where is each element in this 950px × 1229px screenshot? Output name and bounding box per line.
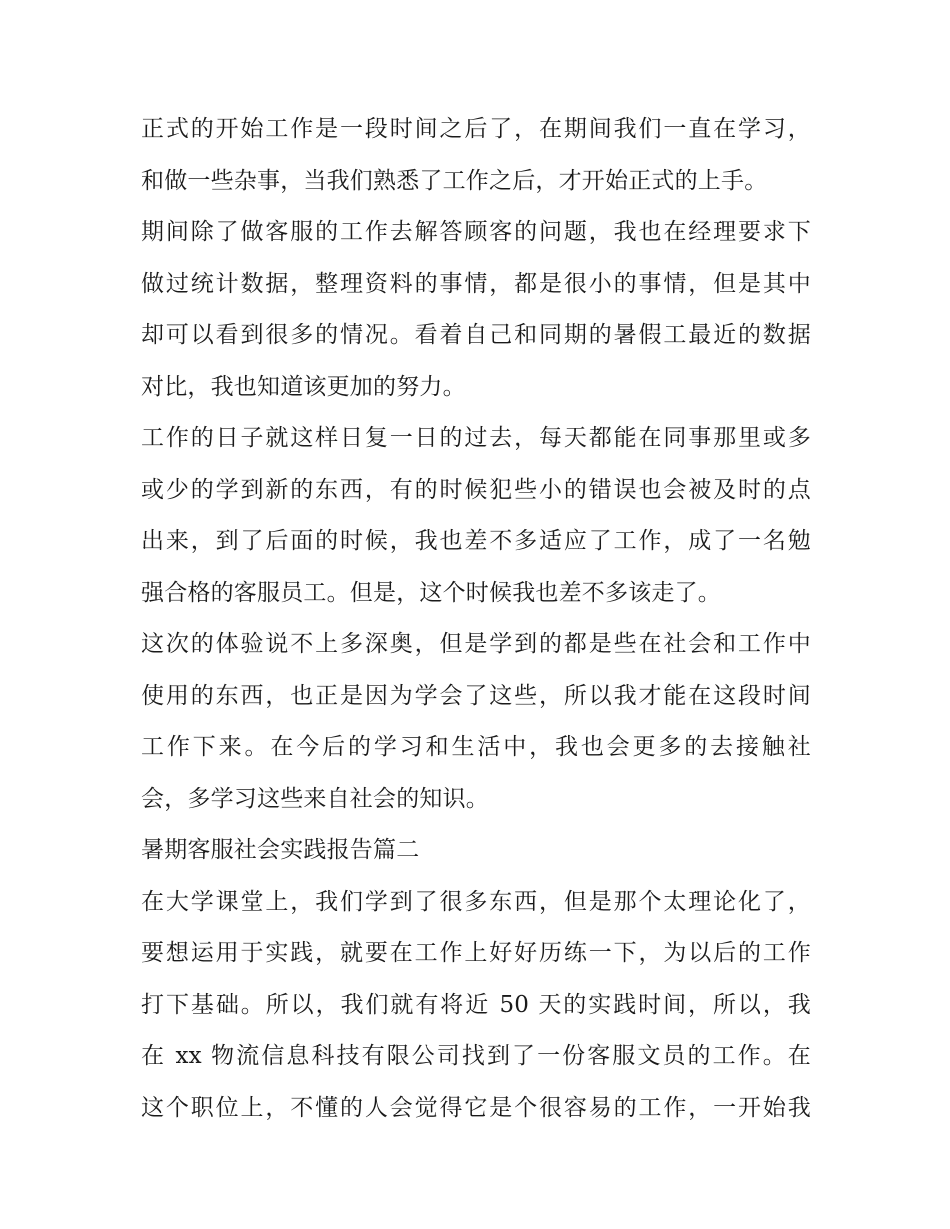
text-line: 正式的开始工作是一段时间之后了，在期间我们一直在学习， [141,116,811,142]
text-line: 出来，到了后面的时候，我也差不多适应了工作，成了一名勉 [141,528,811,554]
text-line: 暑期客服社会实践报告篇二 [141,837,420,863]
text-line: 强合格的客服员工。但是，这个时候我也差不多该走了。 [141,579,721,606]
document-body [141,104,811,1134]
text-line: 使用的东西，也正是因为学会了这些，所以我才能在这段时间 [141,682,811,709]
text-line: 在大学课堂上，我们学到了很多东西，但是那个太理论化了， [141,888,811,915]
text-line: 做过统计数据，整理资料的事情，都是很小的事情，但是其中 [141,270,811,297]
text-line: 却可以看到很多的情况。看着自己和同期的暑假工最近的数据 [141,322,811,348]
text-line: 这个职位上，不懂的人会觉得它是个很容易的工作，一开始我 [141,1094,811,1121]
text-line: 或少的学到新的东西，有的时候犯些小的错误也会被及时的点 [141,476,811,503]
text-line: 工作的日子就这样日复一日的过去，每天都能在同事那里或多 [141,425,811,451]
text-line: 会，多学习这些来自社会的知识。 [141,785,489,812]
text-line: 期间除了做客服的工作去解答顾客的问题，我也在经理要求下 [141,219,811,245]
text-line: 打下基础。所以，我们就有将近 50 天的实践时间，所以，我 [141,991,811,1018]
text-line: 要想运用于实践，就要在工作上好好历练一下，为以后的工作 [141,940,811,966]
text-line: 工作下来。在今后的学习和生活中，我也会更多的去接触社 [141,734,811,760]
text-line: 和做一些杂事，当我们熟悉了工作之后，才开始正式的上手。 [141,167,768,194]
text-line: 这次的体验说不上多深奥，但是学到的都是些在社会和工作中 [141,631,811,657]
text-line: 在 xx 物流信息科技有限公司找到了一份客服文员的工作。在 [141,1043,811,1069]
text-line: 对比，我也知道该更加的努力。 [141,373,466,400]
